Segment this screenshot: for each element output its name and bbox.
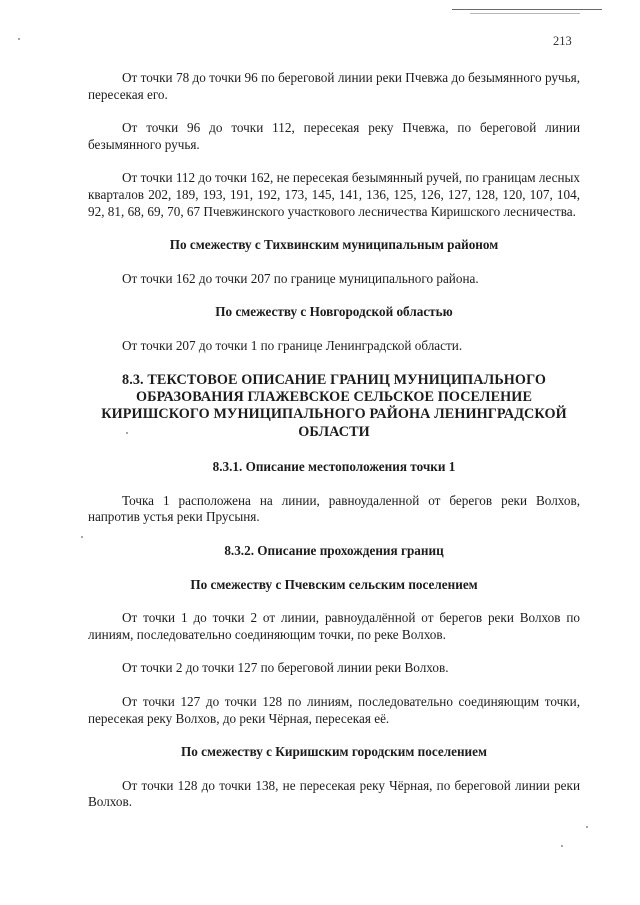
page-number: 213	[553, 34, 572, 48]
scan-artifact-line	[452, 9, 602, 10]
paragraph: От точки 127 до точки 128 по линиям, последовательно соединяющим точки, пересекая реку Волхов, до реки Чёрная, пересекая её.	[88, 693, 580, 726]
paragraph: От точки 162 до точки 207 по границе муниципального района.	[122, 270, 479, 286]
subsection-heading: 8.3.1. Описание местоположения точки 1	[212, 459, 456, 475]
paragraph: От точки 96 до точки 112, пересекая реку Пчевжа, по береговой линии безымянного ручья.	[88, 120, 580, 152]
subheading: По смежеству с Тихвинским муниципальным районом	[169, 237, 499, 253]
subheading: По смежеству с Новгородской областью	[215, 304, 453, 320]
scan-artifact-line	[470, 13, 580, 14]
paragraph: От точки 78 до точки 96 по береговой линии реки Пчевжа до безымянного ручья, пересекая его.	[88, 70, 580, 102]
subheading: По смежеству с Пчевским сельским поселением	[190, 576, 478, 592]
scan-speck	[586, 826, 588, 828]
paragraph: От точки 207 до точки 1 по границе Ленинградской области.	[122, 337, 463, 353]
subsection-heading: 8.3.2. Описание прохождения границ	[224, 542, 444, 558]
subheading: По смежеству с Киришским городским поселением	[181, 744, 487, 760]
paragraph: От точки 128 до точки 138, не пересекая реку Чёрная, по береговой линии реки Волхов.	[88, 777, 580, 810]
paragraph: От точки 112 до точки 162, не пересекая безымянный ручей, по границам лесных кварталов 202, 189, 193, 191, 192, 173, 145, 141, 136, 125, 126, 127, 128, 120, 107, 104, 92, 81, 68, 69, 70, 67 Пчевжинского участкового лесничества Киришского лесничества.	[88, 170, 580, 219]
section-title: 8.3. ТЕКСТОВОЕ ОПИСАНИЕ ГРАНИЦ МУНИЦИПАЛЬНОГО ОБРАЗОВАНИЯ ГЛАЖЕВСКОЕ СЕЛЬСКОЕ ПОСЕЛЕНИЕ КИРИШСКОГО МУНИЦИПАЛЬНОГО РАЙОНА ЛЕНИНГРАДСКОЙ ОБЛАСТИ	[101, 371, 567, 440]
paragraph: От точки 2 до точки 127 по береговой линии реки Волхов.	[122, 660, 449, 676]
scan-speck	[18, 38, 20, 40]
paragraph: От точки 1 до точки 2 от линии, равноудалённой от берегов реки Волхов по линиям, последовательно соединяющим точки, по реке Волхов.	[88, 610, 580, 642]
paragraph: Точка 1 расположена на линии, равноудаленной от берегов реки Волхов, напротив устья реки Прусыня.	[88, 492, 580, 525]
scan-speck	[81, 536, 83, 538]
scan-speck	[561, 845, 563, 847]
document-body	[88, 70, 580, 828]
